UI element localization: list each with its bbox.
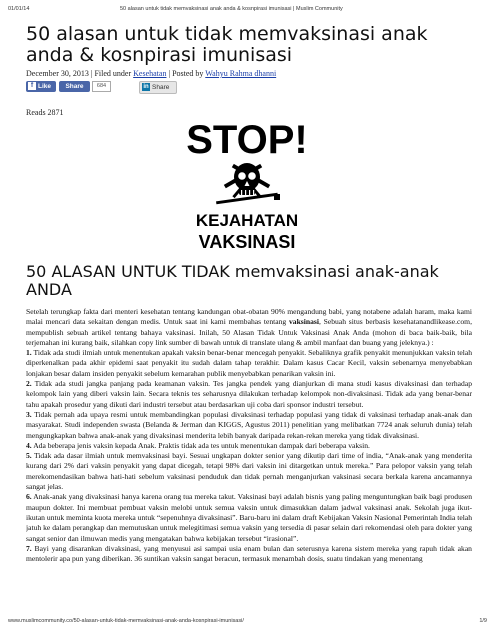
list-item: 7. Bayi yang disarankan divaksinasi, yang menyusui asi sampai usia enam bulan dan seterusnya karena sistem mereka yang rapuh tidak akan mentolerir apa pun yang diberikan. 36 suntikan vaksin sangat beracun, termasuk menambah dosis, suatu tindakan yang menentang — [26, 543, 472, 564]
section-title — [26, 263, 476, 299]
share-count: 684 — [92, 81, 111, 92]
article-body — [26, 307, 472, 617]
vaksinasi-bold: vaksinasi — [288, 317, 319, 327]
read-count: Reads 2871 — [26, 108, 64, 117]
facebook-icon: f — [28, 82, 36, 90]
print-date: 01/01/14 — [8, 6, 30, 12]
author-link[interactable]: Wahyu Rahma dhanni — [205, 69, 277, 78]
print-footer — [8, 618, 487, 627]
linkedin-share-button[interactable] — [139, 81, 177, 94]
print-header — [8, 6, 487, 16]
list-item: 1. Tidak ada studi ilmiah untuk menentukan apakah vaksin benar-benar mencegah penyakit. Sebaliknya grafik penyakit menunjukkan vaksin telah diperkenalkan pada akhir epidemi saat penyakit itu sudah dalam tahap terakhir. Dalam kasus Cacar Kecil, vaksin sebenarnya menyebabkan lonjakan besar dalam insiden penyakit sebelum kemarahan publik menyebabkan penarikan vaksin ini. — [26, 348, 472, 378]
post-date: December 30, 2013 — [26, 69, 89, 78]
stop-vaccination-image — [168, 115, 326, 255]
kejahatan-text: KEJAHATAN — [195, 211, 299, 230]
skull-icon — [216, 163, 280, 204]
list-item: 4. Ada beberapa jenis vaksin kepada Anak. Praktis tidak ada tes untuk menentukan dampak dari beberapa vaksin. — [26, 440, 370, 450]
category-link[interactable]: Kesehatan — [133, 69, 167, 78]
page-title: 50 alasan untuk tidak memvaksinasi anak anda & kosnpirasi imunisasi — [26, 23, 428, 66]
list-item: 6. Anak-anak yang divaksinasi hanya karena orang tua mereka takut. Vaksinasi bayi adalah bisnis yang paling menguntungkan baik bagi produsen maupun dokter. Ini membuat pembuat vaksin melobi untuk semua vaksin untuk dimasukkan dalam jadwal vaksinasi anak. Sekolah juga ikut-ikutan untuk meminta kuota mereka untuk “sepenuhnya divaksinasi”. Baru-baru ini dalam draft Kebijakan Vaksin Nasional Pemerintah India telah jatuh ke dalam perangkap dan memutuskan untuk melegitimasi semua vaksin yang tersedia di pasar selain dari rekomendasi oleh para dokter yang sangat senior dan ilmuwan medis yang mengatakan bahwa kebijakan tersebut “irasional”. — [26, 492, 472, 543]
filed-under-label: | Filed under — [88, 69, 134, 78]
list-item: 3. Tidak pernah ada upaya resmi untuk membandingkan populasi divaksinasi terhadap populasi yang tidak di vaksinasi terhadap anak-anak dan masyarakat. Studi independen swasta (Belanda & Jerman dan KIGGS, Agustus 2011) penelitian yang melibatkan 7724 anak seluruh dunia) telah mengungkapkan bahwa anak-anak yang divaksinasi menderita lebih banyak daripada rekan-rekan mereka yang tidak divaksinasi. — [26, 409, 472, 440]
linkedin-share-label: Share — [152, 84, 170, 91]
section-title-caps: 50 ALASAN UNTUK TIDAK — [26, 262, 230, 281]
list-item: 2. Tidak ada studi jangka panjang pada keamanan vaksin. Tes jangka pendek yang dianjurkan di mana studi kasus divaksinasi dan terhadap kelompok lain yang diberi vaksin lain. Secara teknis tes seharusnya dilakukan terhadap kelompok non-divaksinasi. Tidak ada yang benar-benar tahu apakah prosedur yang dikuti dari industri tersebut atau berdasarkan uji coba dari sponsor industri tersebut. — [26, 379, 472, 409]
page-number: 1/9 — [479, 618, 487, 624]
article-intro: Setelah terungkap fakta dari menteri kesehatan tentang kandungan obat-obatan 90% mengandung babi, yang notabene adalah haram, maka kami malai mencari data sekaitan dengan medis. Untuk saat ini kami membahas tentang vaksinasi, Sebuah situs berbasis kesehatanandlikease.com, mempublish sebuah artikel tentang bahaya vaksinasi. Inilah, 50 Alasan Tidak Untuk Vaksinasi Anak Anda (mohon di baca baik-baik, bila terjemahan ini kurang baik, silahkan copy link sumber di bawah untuk di translate ulang & ambil manfaat dan buang yang jeleknya.) : — [26, 307, 472, 347]
page-url: www.muslimcommunity.co/50-alasan-untuk-tidak-memvaksinasi-anak-anda-kosnpirasi-imunisasi/ — [8, 618, 244, 624]
posted-by-label: | Posted by — [166, 69, 206, 78]
like-label: Like — [38, 83, 52, 90]
facebook-share-button[interactable]: Share — [59, 81, 90, 92]
linkedin-icon: in — [143, 84, 149, 90]
vaksinasi-text: VAKSINASI — [198, 232, 296, 252]
section-title-rest: memvaksinasi anak-anak ANDA — [26, 262, 439, 299]
facebook-like-button[interactable] — [26, 81, 56, 92]
stop-text: STOP! — [186, 118, 308, 162]
list-item: 5. Tidak ada dasar ilmiah untuk memvaksinasi bayi. Sesuai ungkapan dokter senior yang dikutip dari time of india, “Anak-anak yang menderita kurang dari 2% dari vaksin penyakit yang dapat dicegah, tetapi 98% dari vaksin ini ditargetkan untuk mereka.” Para pelopor vaksin yang telah merekomendasikan bahwa hati-hati sebelum vaksinasi penduduk dan tidak pernah menganjurkan vaksinasi secara berkala karena ancamannya sangat jelas. — [26, 451, 472, 492]
print-page-title: 50 alasan untuk tidak memvaksinasi anak anda & kosnpirasi imunisasi | Muslim Community — [120, 6, 343, 12]
post-meta — [26, 69, 276, 78]
